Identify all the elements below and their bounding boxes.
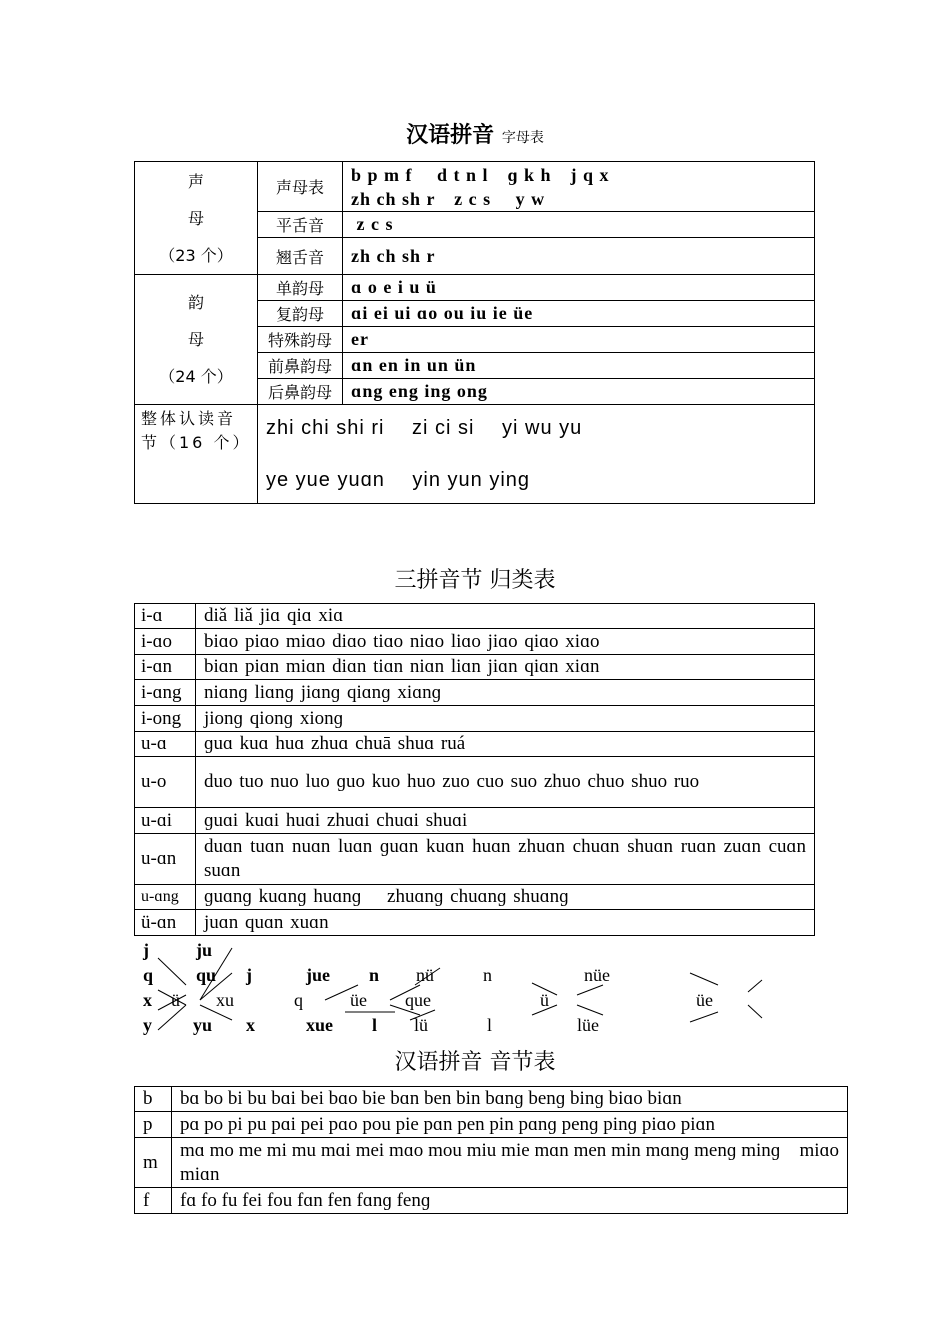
- row-key: u-o: [135, 757, 196, 808]
- row-name: 平舌音: [258, 212, 343, 238]
- shengmu-label-line: 母: [187, 208, 204, 228]
- diagram-label: xue: [306, 1015, 333, 1035]
- alphabet-table: [134, 161, 815, 504]
- row-value: er: [343, 327, 815, 353]
- row-value: jionɡ qionɡ xionɡ: [196, 706, 815, 732]
- row-value: niɑnɡ liɑnɡ jiɑnɡ qiɑnɡ xiɑnɡ: [196, 680, 815, 706]
- row-value: juɑn quɑn xuɑn: [196, 910, 815, 936]
- row-key: ü-ɑn: [135, 910, 196, 936]
- shengmu-label: [135, 162, 258, 275]
- diagram-label: ju: [196, 940, 213, 960]
- row-name: 复韵母: [258, 301, 343, 327]
- row-key: i-ɑn: [135, 655, 196, 680]
- row-name: 前鼻韵母: [258, 353, 343, 379]
- row-value: ɡuɑi kuɑi huɑi zhuɑi chuɑi shuɑi: [196, 808, 815, 834]
- row-key: i-ɑo: [135, 629, 196, 655]
- row-value: biɑo piɑo miɑo diɑo tiɑo niɑo liɑo jiɑo qiɑo xiɑo: [196, 629, 815, 655]
- diagram-label: xu: [216, 990, 234, 1010]
- diagram-label: y: [143, 1015, 152, 1035]
- row-value: ɑn en in un ün: [343, 353, 815, 379]
- row-key: p: [135, 1112, 172, 1138]
- diagram-label: ü: [540, 990, 549, 1010]
- row-value: pɑ po pi pu pɑi pei pɑo pou pie pɑn pen pin pɑnɡ penɡ pinɡ piɑo piɑn: [172, 1112, 848, 1138]
- yunmu-label-line: （24 个）: [159, 367, 233, 386]
- shengmu-line: b p m f d t n l ɡ k h j q x: [351, 164, 610, 185]
- sanpin-title: 三拼音节 归类表: [394, 568, 556, 593]
- shengmu-table-value: [343, 162, 815, 212]
- row-value: ɡuɑnɡ kuɑnɡ huɑnɡ zhuɑnɡ chuɑnɡ shuɑnɡ: [196, 885, 815, 910]
- row-key: m: [135, 1138, 172, 1188]
- diagram-label: j: [143, 940, 149, 960]
- zhengti-line: zhi chi shi ri zi ci si yi wu yu: [266, 417, 583, 439]
- diagram-label: ü: [171, 990, 180, 1010]
- diagram-label: üe: [696, 990, 713, 1010]
- shengmu-label-line: （23 个）: [159, 245, 233, 265]
- row-value: ɑi ei ui ɑo ou iu ie üe: [343, 301, 815, 327]
- row-name: 翘舌音: [258, 238, 343, 275]
- diagram-label: nü: [416, 965, 434, 985]
- diagram-label: jue: [306, 965, 330, 985]
- row-key: i-ɑ: [135, 604, 196, 629]
- yunmu-label-line: 韵: [187, 293, 204, 312]
- yunmu-label-line: 母: [187, 330, 204, 349]
- row-name: 后鼻韵母: [258, 379, 343, 405]
- row-value: biɑn piɑn miɑn diɑn tiɑn niɑn liɑn jiɑn qiɑn xiɑn: [196, 655, 815, 680]
- zhengti-line: ye yue yuɑn yin yun ying: [266, 469, 531, 491]
- diagram-label: l: [487, 1015, 493, 1035]
- row-key: u-ɑng: [135, 885, 196, 910]
- row-value: zh ch sh r: [343, 238, 815, 275]
- diagram-label: lü: [414, 1015, 429, 1035]
- alphabet-title-sub: 字母表: [501, 130, 544, 146]
- row-value: bɑ bo bi bu bɑi bei bɑo bie bɑn ben bin bɑnɡ benɡ binɡ biɑo biɑn: [172, 1087, 848, 1112]
- row-value: duɑn tuɑn nuɑn luɑn ɡuɑn kuɑn huɑn zhuɑn chuɑn shuɑn ruɑn zuɑn cuɑn suɑn: [196, 834, 815, 885]
- row-value: z c s: [343, 212, 815, 238]
- yinjie-title: 汉语拼音 音节表: [394, 1050, 556, 1075]
- diagram-label: x: [143, 990, 152, 1010]
- alphabet-title: [0, 118, 950, 149]
- row-key: f: [135, 1188, 172, 1214]
- diagram-label: nüe: [584, 965, 610, 985]
- row-key: i-ong: [135, 706, 196, 732]
- row-name: 特殊韵母: [258, 327, 343, 353]
- row-value: mɑ mo me mi mu mɑi mei mɑo mou miu mie mɑn men min mɑnɡ menɡ minɡ miɑo miɑn: [172, 1138, 848, 1188]
- diagram-label: q: [143, 965, 154, 985]
- row-key: u-ɑn: [135, 834, 196, 885]
- diagram-label: yu: [193, 1015, 213, 1035]
- diagram-label: q: [294, 990, 303, 1010]
- row-key: i-ɑng: [135, 680, 196, 706]
- yinjie-table: [134, 1086, 848, 1214]
- row-value: ɑ o e i u ü: [343, 275, 815, 301]
- yunmu-label: [135, 275, 258, 405]
- diagram-label: n: [369, 965, 380, 985]
- diagram-label: lüe: [577, 1015, 599, 1035]
- diagram-label: l: [372, 1015, 378, 1035]
- diagram-label: n: [483, 965, 492, 985]
- zhengti-label: 整体认读音节（16 个）: [135, 405, 258, 504]
- diagram-label: üe: [350, 990, 367, 1010]
- row-value: diǎ liǎ jiɑ qiɑ xiɑ: [196, 604, 815, 629]
- u-umlaut-diagram: [0, 938, 950, 1038]
- diagram-label: x: [246, 1015, 255, 1035]
- shengmu-line: zh ch sh r z c s y w: [351, 188, 546, 209]
- row-name: 声母表: [258, 162, 343, 212]
- row-key: u-ɑi: [135, 808, 196, 834]
- diagram-label: que: [405, 990, 431, 1010]
- zhengti-value: [258, 405, 815, 504]
- diagram-label: j: [246, 965, 252, 985]
- row-value: ɡuɑ kuɑ huɑ zhuɑ chuā shuɑ ruá: [196, 732, 815, 757]
- shengmu-label-line: 声: [187, 171, 204, 191]
- row-name: 单韵母: [258, 275, 343, 301]
- alphabet-title-main: 汉语拼音: [406, 123, 495, 148]
- row-key: b: [135, 1087, 172, 1112]
- row-key: u-ɑ: [135, 732, 196, 757]
- row-value: duo tuo nuo luo ɡuo kuo huo zuo cuo suo zhuo chuo shuo ruo: [196, 757, 815, 808]
- diagram-label: qu: [196, 965, 217, 985]
- row-value: ɑng eng ing ong: [343, 379, 815, 405]
- sanpin-table: [134, 603, 815, 936]
- row-value: fɑ fo fu fei fou fɑn fen fɑnɡ fenɡ: [172, 1188, 848, 1214]
